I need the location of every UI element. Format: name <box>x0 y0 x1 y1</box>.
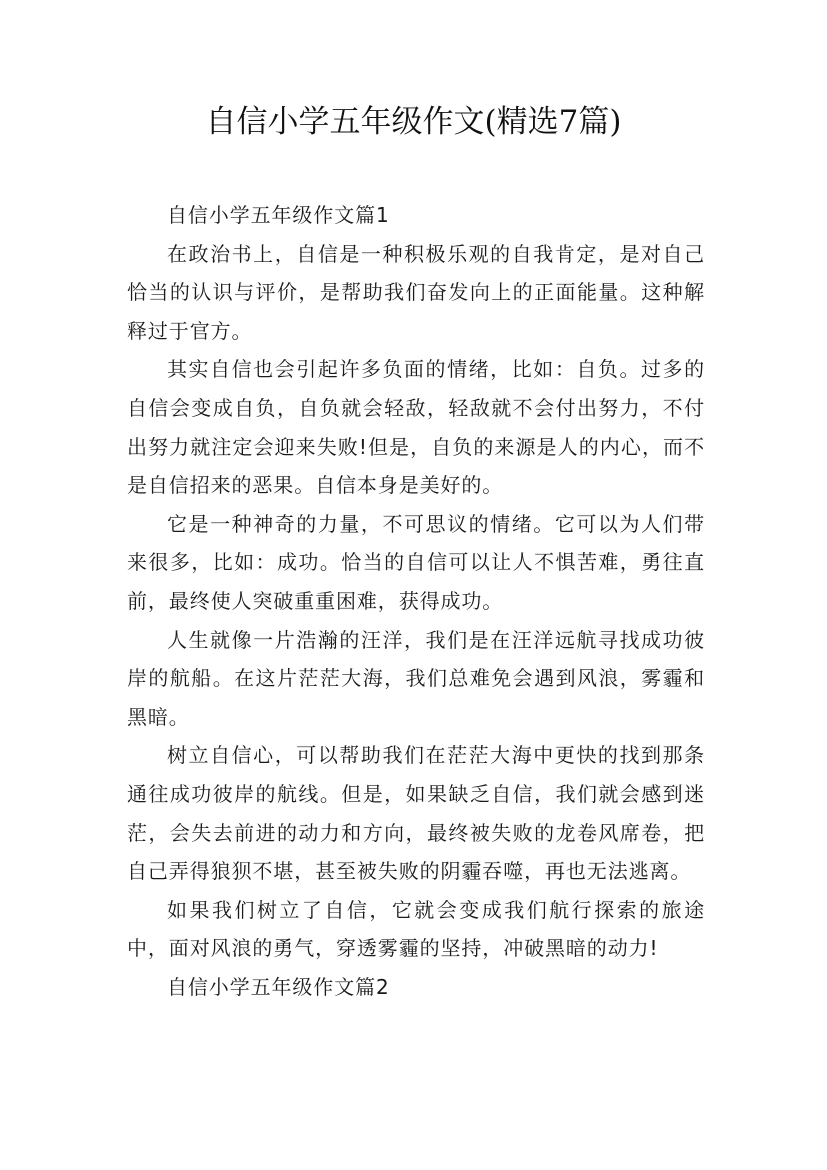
section-heading-2: 自信小学五年级作文篇2 <box>167 974 390 999</box>
paragraph: 树立自信心，可以帮助我们在茫茫大海中更快的找到那条通往成功彼岸的航线。但是，如果缺乏自信，我们就会感到迷茫，会失去前进的动力和方向，最终被失败的龙卷风席卷，把自己弄得狼狈不堪，甚至被失败的阴霾吞噬，再也无法逃离。 <box>127 743 705 884</box>
paragraph: 其实自信也会引起许多负面的情绪，比如：自负。过多的自信会变成自负，自负就会轻敌，轻敌就不会付出努力，不付出努力就注定会迎来失败!但是，自负的来源是人的内心，而不是自信招来的恶果。自信本身是美好的。 <box>127 357 705 498</box>
paragraph: 人生就像一片浩瀚的汪洋，我们是在汪洋远航寻找成功彼岸的航船。在这片茫茫大海，我们总难免会遇到风浪，雾霾和黑暗。 <box>127 627 705 729</box>
section-heading-1: 自信小学五年级作文篇1 <box>167 203 390 227</box>
document-title: 自信小学五年级作文(精选7篇) <box>205 104 622 140</box>
paragraph: 如果我们树立了自信，它就会变成我们航行探索的旅途中，面对风浪的勇气，穿透雾霾的坚持，冲破黑暗的动力! <box>127 897 705 961</box>
paragraph: 在政治书上，自信是一种积极乐观的自我肯定，是对自己恰当的认识与评价，是帮助我们奋发向上的正面能量。这种解释过于官方。 <box>127 241 705 343</box>
paragraph: 它是一种神奇的力量，不可思议的情绪。它可以为人们带来很多，比如：成功。恰当的自信可以让人不惧苦难，勇往直前，最终使人突破重重困难，获得成功。 <box>127 511 705 613</box>
document-body <box>127 196 705 1006</box>
